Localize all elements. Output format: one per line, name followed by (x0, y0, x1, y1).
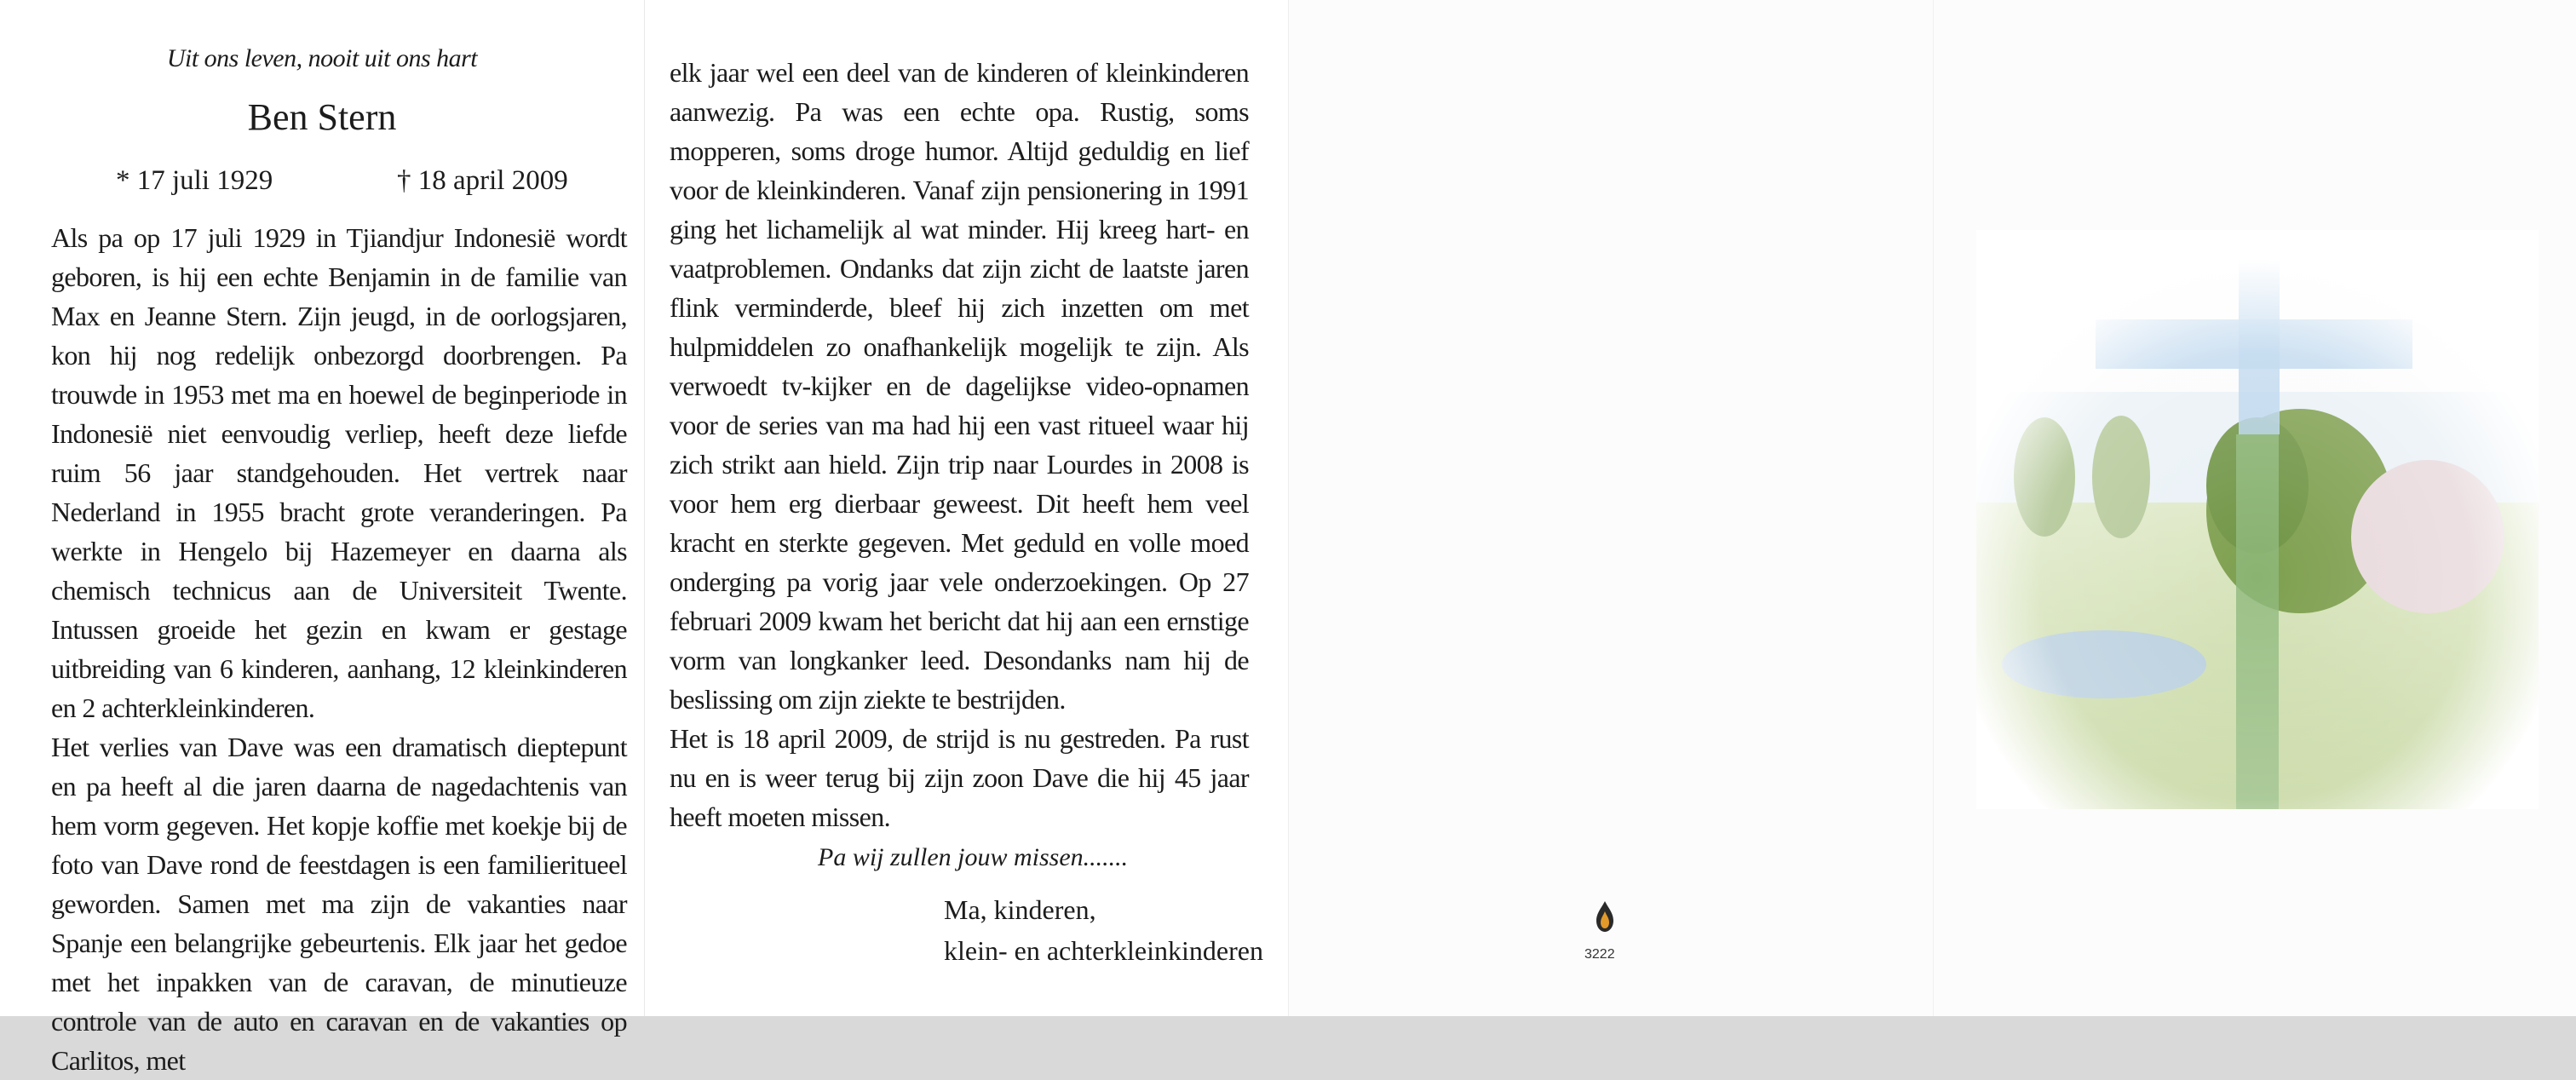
deceased-name: Ben Stern (247, 96, 397, 138)
birth-date: * 17 juli 1929 (116, 165, 273, 196)
motto: Uit ons leven, nooit uit ons hart (166, 44, 478, 72)
death-date: † 18 april 2009 (397, 165, 568, 196)
biography-left-column (51, 218, 627, 1080)
paragraph: elk jaar wel een deel van de kinderen of kleinkinderen aanwezig. Pa was een echte opa. Rustig, soms mopperen, soms droge humor. Altijd geduldig en lief voor de kleinkinderen. Vanaf zijn pensionering in 1991 ging het lichamelijk al wat minder. Hij kreeg hart- en vaatproblemen. Ondanks dat zijn zicht de laatste jaren flink verminderde, bleef hij zich inzetten om met hulpmiddelen zo onafhankelijk mogelijk te zijn. Als verwoedt tv-kijker en de dagelijkse video-opnamen voor de series van ma had hij een vast ritueel waar hij zich strikt aan hield. Zijn trip naar Lourdes in 2008 is voor hem erg dierbaar geweest. Dit heeft hem veel kracht en sterkte gegeven. Met geduld en volle moed onderging pa vorig jaar vele onderzoekingen. Op 27 februari 2009 kwam het bericht dat hij aan een ernstige vorm van longkanker leed. Desondanks nam hij de beslissing om zijn ziekte te bestrijden. (670, 57, 1249, 715)
closing-line: Pa wij zullen jouw missen....... (818, 843, 1129, 871)
card-inside-spread (0, 0, 1288, 1076)
paragraph: Als pa op 17 juli 1929 in Tjiandjur Indonesië wordt geboren, is hij een echte Benjamin in de familie van Max en Jeanne Stern. Zijn jeugd, in de oorlogsjaren, kon hij nog redelijk onbezorgd doorbrengen. Pa trouwde in 1953 met ma en hoewel de beginperiode in Indonesië niet eenvoudig verliep, heeft deze liefde ruim 56 jaar standgehouden. Het vertrek naar Nederland in 1955 bracht grote veranderingen. Pa werkte in Hengelo bij Hazemeyer en daarna als chemisch technicus aan de Universiteit Twente. Intussen groeide het gezin en kwam er gestage uitbreiding van 6 kinderen, aanhang, 12 kleinkinderen en 2 achterkleinkinderen. (51, 222, 627, 723)
print-code: 3222 (1584, 947, 1615, 962)
biography-right-column (670, 53, 1249, 836)
cross-landscape-icon (1976, 230, 2539, 809)
candle-flame-icon (1593, 899, 1617, 934)
fold-line (1933, 0, 1934, 1016)
paragraph: Het is 18 april 2009, de strijd is nu gestreden. Pa rust nu en is weer terug bij zijn zoon Dave die hij 45 jaar heeft moeten missen. (670, 723, 1249, 832)
signature-line-1: Ma, kinderen, (944, 894, 1096, 925)
paragraph: Het verlies van Dave was een dramatisch dieptepunt en pa heeft al die jaren daarna de nagedachtenis van hem vorm gegeven. Het kopje koffie met koekje bij de foto van Dave rond de feestdagen is een familieritueel geworden. Samen met ma zijn de vakanties naar Spanje een belangrijke gebeurtenis. Elk jaar het gedoe met het inpakken van de caravan, de minutieuze controle van de auto en caravan en de vakanties op Carlitos, met (51, 732, 627, 1076)
signature-line-2: klein- en achterkleinkinderen (944, 935, 1263, 966)
left-panel (0, 0, 644, 1076)
